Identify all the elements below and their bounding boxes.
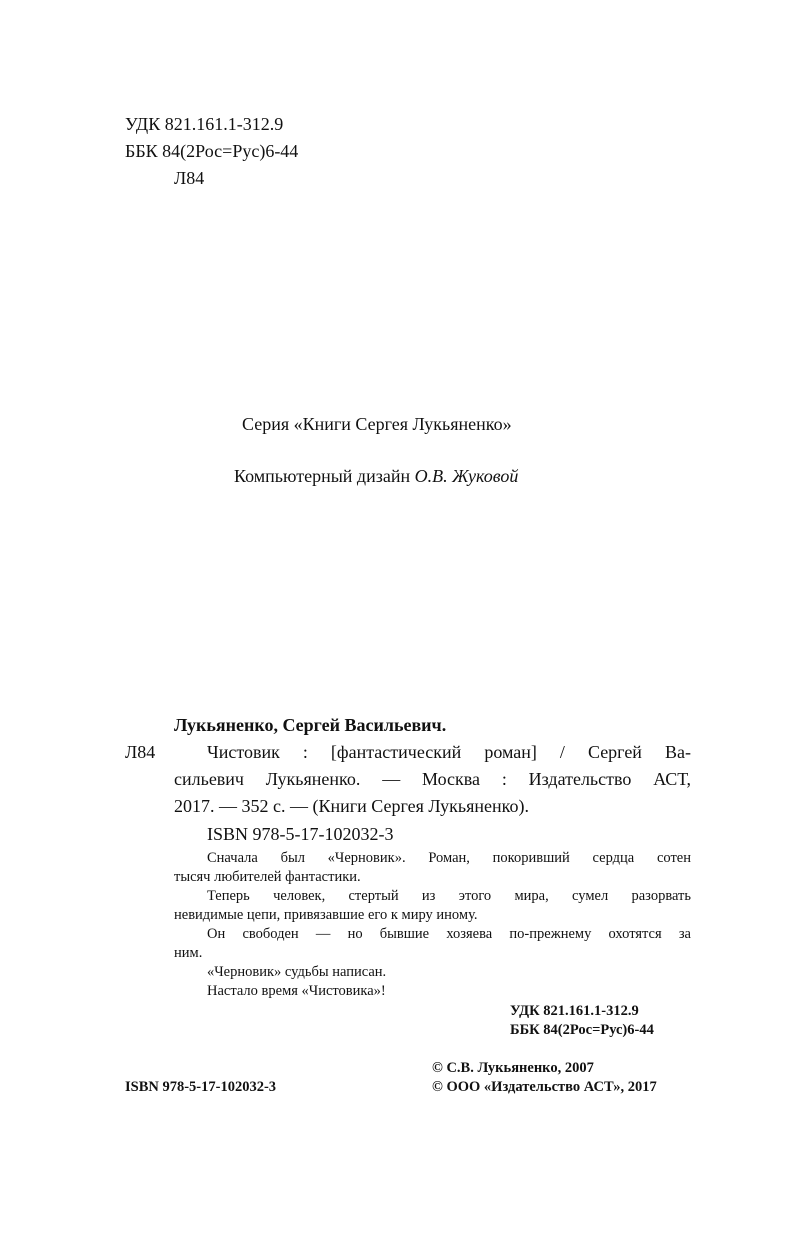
bottom-isbn: ISBN 978-5-17-102032-3 [125, 1079, 277, 1095]
annotation-line-8: Настало время «Чистовика»! [207, 983, 386, 999]
bib-author-mark: Л84 [125, 742, 156, 762]
design-credit-prefix: Компьютерный дизайн [234, 466, 415, 486]
bib-line-2: сильевич Лукьяненко. — Москва : Издательство АСТ, [174, 769, 691, 789]
bib-author-heading: Лукьяненко, Сергей Васильевич. [174, 715, 447, 735]
bbk-code: ББК 84(2Рос=Рус)6-44 [125, 141, 299, 161]
copyright-author: © С.В. Лукьяненко, 2007 [432, 1060, 594, 1076]
bottom-udk-code: УДК 821.161.1-312.9 [510, 1003, 639, 1019]
copyright-publisher: © ООО «Издательство АСТ», 2017 [432, 1079, 657, 1095]
bib-isbn: ISBN 978-5-17-102032-3 [207, 824, 394, 844]
annotation-line-6: ним. [174, 945, 203, 961]
annotation-line-7: «Черновик» судьбы написан. [207, 964, 387, 980]
udk-code: УДК 821.161.1-312.9 [125, 114, 284, 134]
annotation-line-3: Теперь человек, стертый из этого мира, сумел разорвать [207, 888, 691, 904]
annotation-line-2: тысяч любителей фантастики. [174, 869, 361, 885]
annotation-line-5: Он свободен — но бывшие хозяева по-прежнему охотятся за [207, 926, 691, 942]
annotation-line-4: невидимые цепи, привязавшие его к миру иному. [174, 907, 478, 923]
annotation-line-1: Сначала был «Черновик». Роман, покоривший сердца сотен [207, 850, 691, 866]
bottom-bbk-code: ББК 84(2Рос=Рус)6-44 [510, 1022, 654, 1038]
author-mark: Л84 [174, 168, 205, 188]
bib-line-3: 2017. — 352 с. — (Книги Сергея Лукьяненко). [174, 796, 529, 816]
series-line: Серия «Книги Сергея Лукьяненко» [242, 414, 512, 434]
designer-name: О.В. Жуковой [414, 466, 519, 486]
design-credit [234, 466, 518, 487]
bib-line-1: Чистовик : [фантастический роман] / Сергей Ва- [207, 742, 691, 762]
